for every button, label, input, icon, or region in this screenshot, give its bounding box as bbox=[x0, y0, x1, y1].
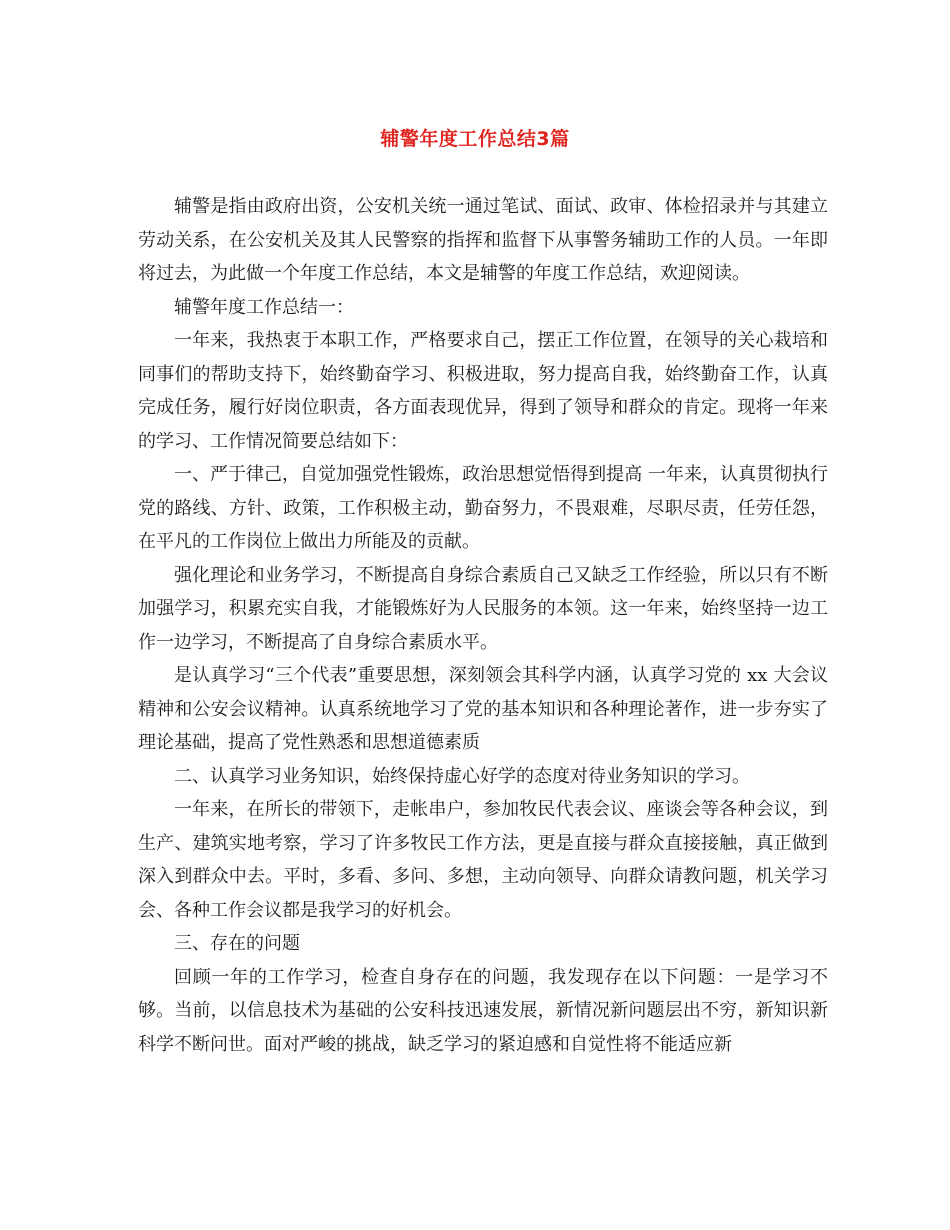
paragraph: 是认真学习“三个代表”重要思想，深刻领会其科学内涵，认真学习党的 xx 大会议精神和公安会议精神。认真系统地学习了党的基本知识和各种理论著作，进一步夯实了理论基础，提高了党性熟悉和思想道德素质 bbox=[138, 665, 828, 753]
paragraph: 辅警是指由政府出资，公安机关统一通过笔试、面试、政审、体检招录并与其建立劳动关系，在公安机关及其人民警察的指挥和监督下从事警务辅助工作的人员。一年即将过去，为此做一个年度工作总结，本文是辅警的年度工作总结，欢迎阅读。 bbox=[138, 196, 828, 284]
paragraph: 三、存在的问题 bbox=[174, 933, 300, 954]
document-title: 辅警年度工作总结3篇 bbox=[380, 128, 570, 150]
paragraph: 回顾一年的工作学习，检查自身存在的问题，我发现存在以下问题：一是学习不够。当前，以信息技术为基础的公安科技迅速发展，新情况新问题层出不穷，新知识新科学不断问世。面对严峻的挑战，缺乏学习的紧迫感和自觉性将不能适应新 bbox=[138, 966, 828, 1055]
paragraph: 一、严于律己，自觉加强党性锻炼，政治思想觉悟得到提高 一年来，认真贯彻执行党的路线、方针、政策，工作积极主动，勤奋努力，不畏艰难，尽职尽责，任劳任怨，在平凡的工作岗位上做出力所能及的贡献。 bbox=[138, 464, 828, 552]
paragraph: 辅警年度工作总结一： bbox=[174, 296, 354, 318]
paragraph: 二、认真学习业务知识，始终保持虚心好学的态度对待业务知识的学习。 bbox=[174, 765, 750, 787]
paragraph: 强化理论和业务学习，不断提高自身综合素质自己又缺乏工作经验，所以只有不断加强学习，积累充实自我，才能锻炼好为人民服务的本领。这一年来，始终坚持一边工作一边学习，不断提高了自身综合素质水平。 bbox=[138, 564, 828, 653]
paragraph: 一年来，在所长的带领下，走帐串户，参加牧民代表会议、座谈会等各种会议，到生产、建筑实地考察，学习了许多牧民工作方法，更是直接与群众直接接触，真正做到深入到群众中去。平时，多看、多问、多想，主动向领导、向群众请教问题，机关学习会、各种工作会议都是我学习的好机会。 bbox=[138, 799, 828, 921]
paragraph: 一年来，我热衷于本职工作，严格要求自己，摆正工作位置，在领导的关心栽培和同事们的帮助支持下，始终勤奋学习、积极进取，努力提高自我，始终勤奋工作，认真完成任务，履行好岗位职责，各方面表现优异，得到了领导和群众的肯定。现将一年来的学习、工作情况简要总结如下： bbox=[138, 330, 828, 452]
document-body bbox=[138, 190, 828, 1061]
